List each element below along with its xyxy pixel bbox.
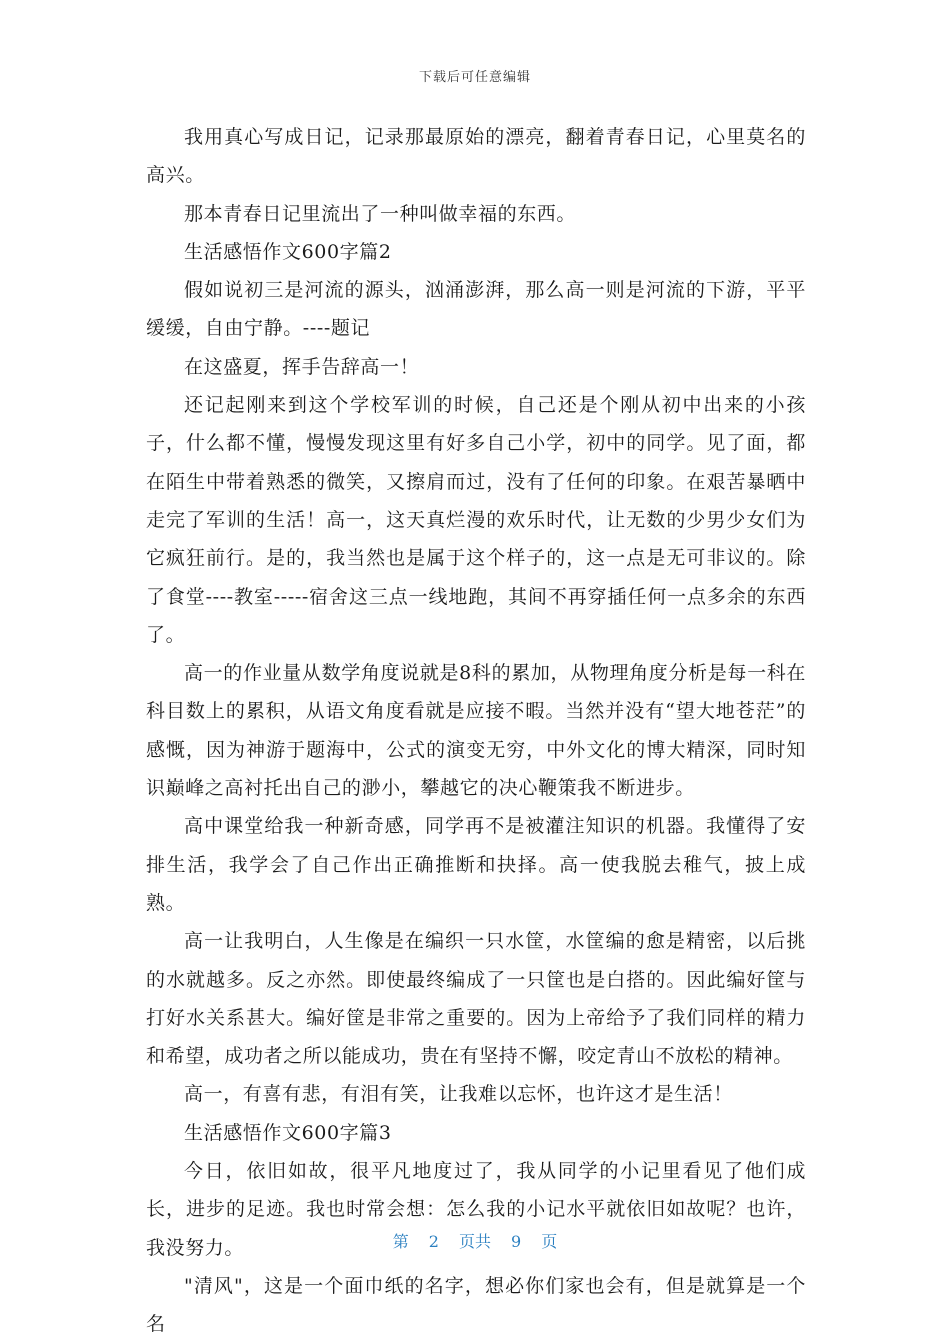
- paragraph: 还记起刚来到这个学校军训的时候，自己还是个刚从初中出来的小孩子，什么都不懂，慢慢发现这里有好多自己小学，初中的同学。见了面，都在陌生中带着熟悉的微笑，又擦肩而过，没有了任何的印象。在艰苦暴晒中走完了军训的生活！高一，这天真烂漫的欢乐时代，让无数的少男少女们为它疯狂前行。是的，我当然也是属于这个样子的，这一点是无可非议的。除了食堂----教室-----宿舍这三点一线地跑，其间不再穿插任何一点多余的东西了。: [146, 394, 806, 646]
- footer-ye-gong: 页共: [458, 1232, 491, 1251]
- paragraph: 假如说初三是河流的源头，汹涌澎湃，那么高一则是河流的下游，平平缓缓，自由宁静。----题记: [146, 279, 806, 340]
- paragraph: 高一，有喜有悲，有泪有笑，让我难以忘怀，也许这才是生活！: [184, 1083, 733, 1106]
- section-heading: 生活感悟作文600字篇2: [184, 240, 392, 263]
- footer-total-pages: 9: [511, 1232, 522, 1251]
- paragraph: 在这盛夏，挥手告辞高一！: [184, 355, 420, 378]
- paragraph: 高中课堂给我一种新奇感，同学再不是被灌注知识的机器。我懂得了安排生活，我学会了自己作出正确推断和抉择。高一使我脱去稚气，披上成熟。: [146, 815, 806, 914]
- paragraph: 我用真心写成日记，记录那最原始的漂亮，翻着青春日记，心里莫名的高兴。: [146, 126, 806, 187]
- paragraph: 高一让我明白，人生像是在编织一只水筐，水筐编的愈是精密，以后挑的水就越多。反之亦然。即使最终编成了一只筐也是白搭的。因此编好筐与打好水关系甚大。编好筐是非常之重要的。因为上帝给予了我们同样的精力和希望，成功者之所以能成功，贵在有坚持不懈，咬定青山不放松的精神。: [146, 930, 806, 1068]
- footer-di: 第: [392, 1232, 409, 1251]
- section-heading: 生活感悟作文600字篇3: [184, 1121, 392, 1144]
- paragraph: 那本青春日记里流出了一种叫做幸福的东西。: [184, 202, 577, 225]
- page-footer: [0, 1229, 950, 1252]
- page-header-note: 下载后可任意编辑: [418, 70, 531, 85]
- paragraph: 高一的作业量从数学角度说就是8科的累加，从物理角度分析是每一科在科目数上的累积，从语文角度看就是应接不暇。当然并没有“望大地苍茫”的感慨，因为神游于题海中，公式的演变无穷，中外文化的博大精深，同时知识巅峰之高衬托出自己的渺小，攀越它的决心鞭策我不断进步。: [146, 662, 806, 800]
- document-body: [146, 118, 806, 1344]
- paragraph: "清风"，这是一个面巾纸的名字，想必你们家也会有，但是就算是一个名: [146, 1274, 806, 1336]
- paragraph: 今日，依旧如故，很平凡地度过了，我从同学的小记里看见了他们成长，进步的足迹。我也时常会想：怎么我的小记水平就依旧如故呢？也许，我没努力。: [146, 1160, 806, 1259]
- footer-ye: 页: [541, 1232, 558, 1251]
- footer-page-number: 2: [428, 1232, 439, 1251]
